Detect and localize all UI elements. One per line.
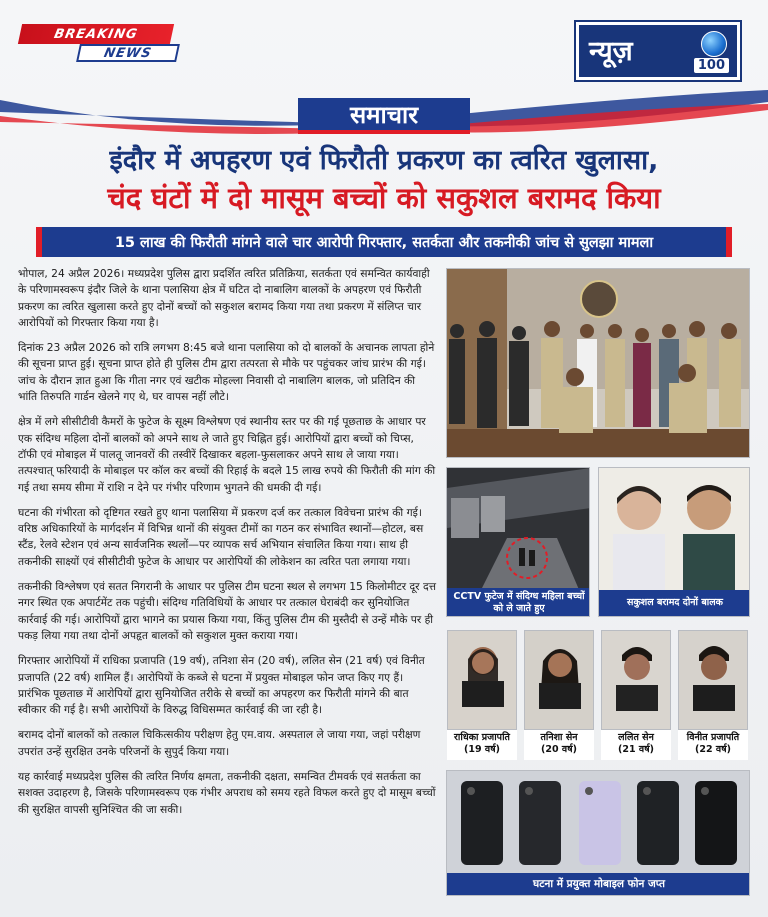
cctv-photo bbox=[446, 467, 590, 617]
article-paragraph: घटना की गंभीरता को दृष्टिगत रखते हुए थाना पलासिया में प्रकरण दर्ज कर तत्काल विवेचना प्रारंभ की गई। वरिष्ठ अधिकारियों के मार्गदर्शन में विभिन्न थानों की संयुक्त टीमों का गठन कर संभावित स्थानों—होटल, बस स्टैंड, रेलवे स्टेशन एवं अन्य सार्वजनिक स्थलों—पर व्यापक सर्च अभियान संचालित किया गया। साथ ही तकनीकी साक्ष्यों एवं सीसीटीवी फुटेज के आधार पर आरोपियों की लोकेशन का त्वरित पता लगाया गया। bbox=[18, 505, 424, 568]
accused-photo bbox=[678, 630, 748, 730]
article-paragraph: दिनांक 23 अप्रैल 2026 को रात्रि लगभग 8:45 बजे थाना पलासिया को दो बालकों के अचानक लापता होने की सूचना प्राप्त हुई। सूचना प्राप्त होते ही पुलिस टीम द्वारा तत्परता से मौके पर पहुंचकर जांच प्रारंभ की गई। जांच के दौरान ज्ञात हुआ कि गीता नगर एवं खटीक मोहल्ला निवासी दो नाबालिग बालक, जो प्रतिदिन की भांति तिरुपति गार्डन खेलने गए थे, घर वापस नहीं लौटे। bbox=[18, 341, 435, 404]
logo-number: 100 bbox=[694, 58, 729, 73]
police-team-photo bbox=[446, 268, 750, 458]
cctv-caption: CCTV फुटेज में संदिग्ध महिला बच्चों को ले जाते हुए bbox=[447, 588, 590, 616]
article-paragraph: क्षेत्र में लगे सीसीटीवी कैमरों के फुटेज के सूक्ष्म विश्लेषण एवं स्थानीय स्तर पर की गई पूछताछ के आधार पर एक संदिग्ध महिला दोनों बालकों को अपने साथ ले जाते हुए चिह्नित हुई। आरोपियों द्वारा बच्चों को चिप्स, टॉफी एवं मोबाइल में पालतू जानवरों की तस्वीरें दिखाकर बहला-फुसलाकर अपने साथ ले जाया गया। तत्पश्चात् फरियादी के मोबाइल पर कॉल कर बच्चों की रिहाई के बदले 15 लाख रुपये की फिरौती की मांग की गई तथा समय सीमा में राशि न देने पर गंभीर परिणाम भुगतने की धमकी दी गई। bbox=[18, 415, 436, 494]
article-paragraph: तकनीकी विश्लेषण एवं सतत निगरानी के आधार पर पुलिस टीम घटना स्थल से लगभग 15 किलोमीटर दूर दत्त नगर स्थित एक अपार्टमेंट तक पहुंची। संदिग्ध गतिविधियों के आधार पर तत्काल घेराबंदी कर सुनियोजित कार्रवाई की गई। आरोपियों द्वारा भागने का प्रयास किया गया, किंतु पुलिस टीम की मुस्तैदी से उन्हें मौके पर ही पकड़ लिया गया तथा दोनों अपहृत बालकों को सकुशल मुक्त कराया गया। bbox=[18, 580, 437, 642]
rescued-boys-photo bbox=[598, 467, 750, 617]
accused-name: तनिशा सेन bbox=[540, 732, 578, 743]
accused-name: विनीत प्रजापति bbox=[686, 732, 740, 743]
accused-photo bbox=[524, 630, 594, 730]
logo-text: न्यूज़ bbox=[589, 36, 633, 67]
article-paragraph: यह कार्रवाई मध्यप्रदेश पुलिस की त्वरित निर्णय क्षमता, तकनीकी दक्षता, समन्वित टीमवर्क एवं सतर्कता का सशक्त उदाहरण है, जिसके परिणामस्वरूप एक गंभीर अपराध को समय रहते विफल करते हुए दो मासूम बच्चों की सुरक्षित वापसी सुनिश्चित की जा सकी। bbox=[18, 770, 436, 816]
accused-age: (20 वर्ष) bbox=[541, 744, 577, 755]
accused-name: ललित सेन bbox=[618, 732, 654, 743]
accused-caption bbox=[524, 730, 594, 760]
boys-caption: सकुशल बरामद दोनों बालक bbox=[599, 590, 750, 616]
accused-caption bbox=[601, 730, 671, 760]
news-label: NEWS bbox=[76, 44, 180, 62]
phones-caption: घटना में प्रयुक्त मोबाइल फोन जप्त bbox=[447, 873, 750, 895]
article-paragraph: भोपाल, 24 अप्रैल 2026। मध्यप्रदेश पुलिस द्वारा प्रदर्शित त्वरित प्रतिक्रिया, सतर्कता एवं समन्वित कार्यवाही के परिणामस्वरूप इंदौर जिले के थाना पलासिया क्षेत्र में घटित दो नाबालिग बालकों के अपहरण एवं फिरौती प्रकरण का त्वरित खुलासा करते हुए दोनों बच्चों को सकुशल बरामद किया गया तथा प्रकरण में संलिप्त चार आरोपियों को गिरफ्तार किया गया है। bbox=[18, 267, 430, 329]
accused-caption bbox=[678, 730, 748, 760]
breaking-label: BREAKING bbox=[18, 24, 174, 44]
article-paragraph: बरामद दोनों बालकों को तत्काल चिकित्सकीय परीक्षण हेतु एम.वाय. अस्पताल ले जाया गया, जहां परीक्षण उपरांत उन्हें सुरक्षित उनके परिजनों के सुपुर्द किया गया। bbox=[18, 728, 421, 758]
seized-phones-photo bbox=[446, 770, 750, 896]
channel-logo bbox=[576, 22, 740, 80]
accused-age: (21 वर्ष) bbox=[618, 744, 654, 755]
headline-line-2: चंद घंटों में दो मासूम बच्चों को सकुशल बरामद किया bbox=[107, 181, 661, 215]
section-tag: समाचार bbox=[298, 98, 470, 134]
accused-age: (22 वर्ष) bbox=[695, 744, 731, 755]
headline-line-1: इंदौर में अपहरण एवं फिरौती प्रकरण का त्वरित खुलासा, bbox=[109, 145, 659, 176]
article-paragraph: गिरफ्तार आरोपियों में राधिका प्रजापति (19 वर्ष), तनिशा सेन (20 वर्ष), ललित सेन (21 वर्ष) एवं विनीत प्रजापति (22 वर्ष) शामिल हैं। आरोपियों के कब्जे से घटना में प्रयुक्त मोबाइल फोन जप्त किए गए हैं। प्रारंभिक पूछताछ में आरोपियों द्वारा सुनियोजित तरीके से बच्चों का अपहरण कर फिरौती मांगने की बात स्वीकार की गई है। सभी आरोपियों के विरुद्ध विधिसम्मत कार्रवाई की जा रही है। bbox=[18, 654, 425, 717]
subheadline-bar: 15 लाख की फिरौती मांगने वाले चार आरोपी गिरफ्तार, सतर्कता और तकनीकी जांच से सुलझा मामला bbox=[36, 227, 732, 257]
breaking-news-badge bbox=[20, 24, 180, 64]
accused-photo bbox=[447, 630, 517, 730]
accused-photo bbox=[601, 630, 671, 730]
accused-age: (19 वर्ष) bbox=[464, 744, 500, 755]
accused-name: राधिका प्रजापति bbox=[454, 732, 510, 743]
globe-icon bbox=[701, 31, 727, 57]
accused-caption bbox=[447, 730, 517, 760]
article-body bbox=[18, 266, 436, 827]
